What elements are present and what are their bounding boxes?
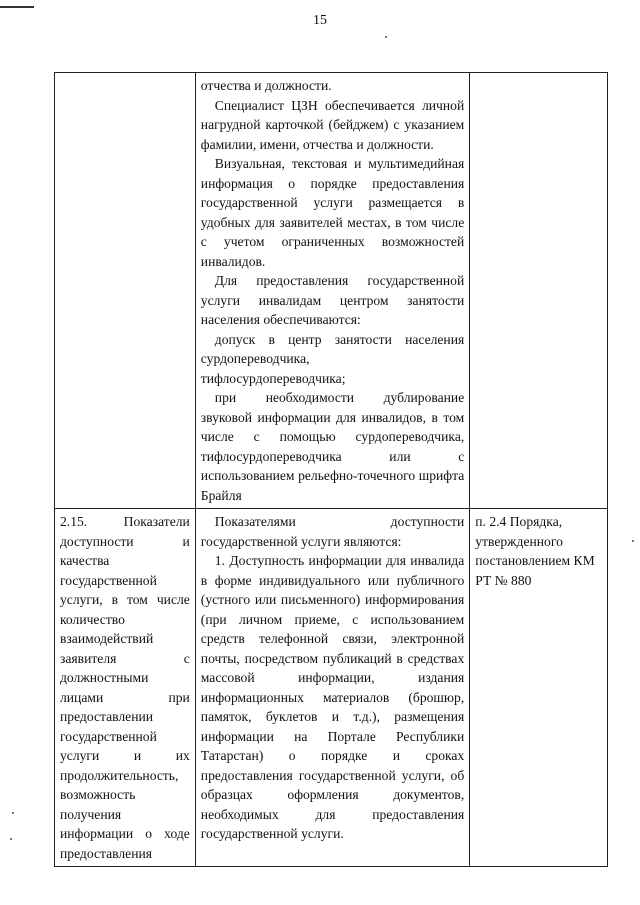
regulation-table — [54, 72, 608, 867]
table-row — [55, 509, 608, 867]
reference-text: п. 2.4 Порядка, утвержденного постановлением КМ РТ № 880 — [475, 514, 595, 588]
table-row — [55, 73, 608, 509]
page-number: 15 — [313, 13, 327, 28]
parameter-text: 2.15. Показатели доступности и качества государственной услуги, в том числе количество взаимодействий заявителя с должностными лицами при предоставлении государственной услуги и их продолжительность, возможность получения информации о ходе предоставления — [60, 514, 190, 861]
scan-speck — [632, 540, 634, 542]
row1-parameter-cell — [55, 73, 196, 509]
paragraph: тифлосурдопереводчика; — [200, 370, 346, 386]
paragraph: Для предоставления государственной услуги инвалидам центром занятости населения обеспечиваются: — [200, 273, 465, 327]
paragraph: Показателями доступности государственной услуги являются: — [200, 514, 465, 549]
row1-reference-cell — [470, 73, 608, 509]
row2-content-cell — [195, 509, 469, 867]
paragraph: отчества и должности. — [200, 78, 332, 93]
scan-speck — [12, 812, 14, 814]
scan-speck — [10, 838, 12, 840]
row1-content-cell — [195, 73, 469, 509]
scan-speck — [385, 36, 387, 38]
paragraph: при необходимости дублирование звуковой информации для инвалидов, в том числе с помощью сурдопереводчика, тифлосурдопереводчика или с использованием рельефно-точечного шрифта Брайля — [200, 390, 465, 503]
paragraph: Специалист ЦЗН обеспечивается личной нагрудной карточкой (бейджем) с указанием фамилии, имени, отчества и должности. — [200, 97, 465, 152]
row2-reference-cell — [470, 509, 608, 867]
paragraph: Визуальная, текстовая и мультимедийная информация о порядке предоставления государственной услуги размещается в удобных для заявителей местах, в том числе с учетом ограниченных возможностей инвалидов. — [200, 156, 465, 269]
paragraph: 1. Доступность информации для инвалида в форме индивидуального или публичного (устного или письменного) информирования (при личном приеме, с использованием средств телефонной связи, электронной почты, посредством публикаций в средствах массовой информации, издания информационных материалов (брошюр, памяток, буклетов и т.д.), размещения информации на Портале Республики Татарстан) о порядке и сроках предоставления государственной услуги, об образцах оформления документов, необходимых для предоставления государственной услуги. — [200, 553, 465, 841]
row2-parameter-cell — [55, 509, 196, 867]
paragraph: допуск в центр занятости населения сурдопереводчика, — [200, 331, 465, 366]
scan-corner-mark — [0, 6, 34, 8]
